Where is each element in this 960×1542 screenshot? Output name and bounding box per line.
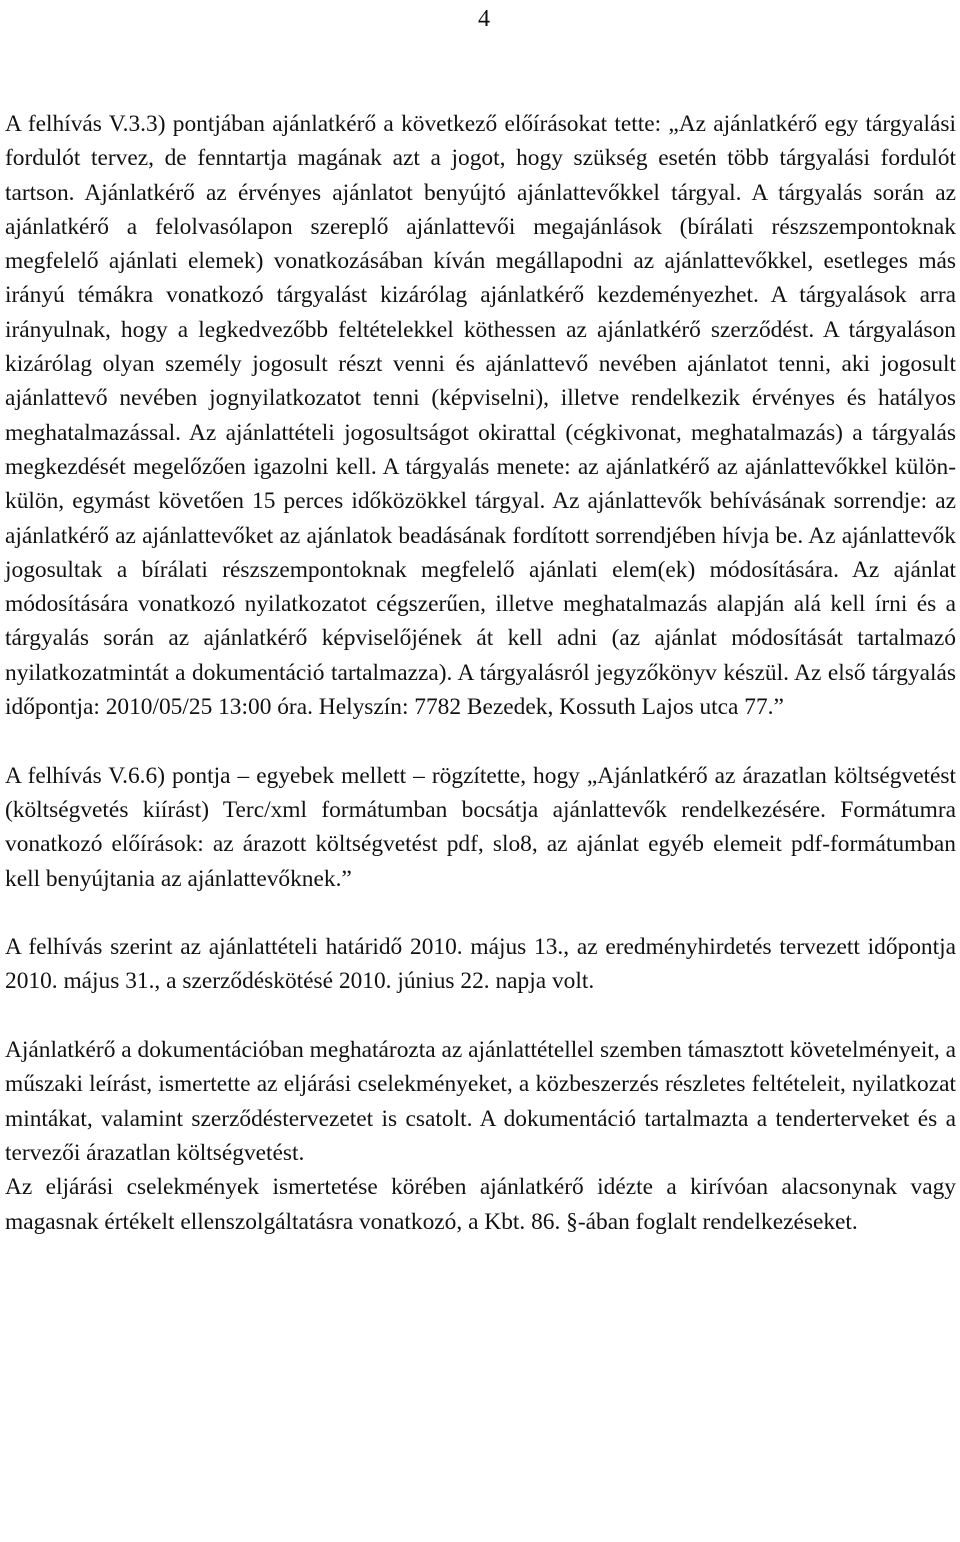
paragraph-spacer	[5, 999, 956, 1033]
paragraph-spacer	[5, 724, 956, 758]
paragraph-spacer	[5, 896, 956, 930]
page-number: 4	[478, 6, 490, 32]
paragraph-budget-format: A felhívás V.6.6) pontja – egyebek mellett – rögzítette, hogy „Ajánlatkérő az árazatlan költségvetést (költségvetés kiírást) Terc/xml formátumban bocsátja ajánlattevők rendelkezésére. Formátumra vonatkozó előírások: az árazott költségvetést pdf, slo8, az ajánlat egyéb elemeit pdf-formátumban kell benyújtania az ajánlattevőknek.”	[5, 762, 956, 892]
document-body	[5, 107, 956, 1239]
paragraph-documentation: Ajánlatkérő a dokumentációban meghatározta az ajánlattétellel szemben támasztott követelményeit, a műszaki leírást, ismertette az eljárási cselekményeket, a közbeszerzés részletes feltételeit, nyilatkozat mintákat, valamint szerződéstervezetet is csatolt. A dokumentáció tartalmazta a tenderterveket és a tervezői árazatlan költségvetést.	[5, 1037, 956, 1166]
paragraph-tender-negotiation: A felhívás V.3.3) pontjában ajánlatkérő a következő előírásokat tette: „Az ajánlatkérő egy tárgyalási fordulót tervez, de fenntartja magának azt a jogot, hogy szükség esetén több tárgyalási fordulót tartson. Ajánlatkérő az érvényes ajánlatot benyújtó ajánlattevőkkel tárgyal. A tárgyalás során az ajánlatkérő a felolvasólapon szereplő ajánlattevői megajánlások (bírálati részszempontoknak megfelelő ajánlati elemek) vonatkozásában kíván megállapodni az ajánlattevőkkel, esetleges más irányú témákra vonatkozó tárgyalást kizárólag ajánlatkérő kezdeményezhet. A tárgyalások arra irányulnak, hogy a legkedvezőbb feltételekkel köthessen az ajánlatkérő szerződést. A tárgyaláson kizárólag olyan személy jogosult részt venni és ajánlattevő nevében ajánlatot tenni, aki jogosult ajánlattevő nevében jognyilatkozatot tenni (képviselni), illetve rendelkezik érvényes és hatályos meghatalmazással. Az ajánlattételi jogosultságot okirattal (cégkivonat, meghatalmazás) a tárgyalás megkezdését megelőzően igazolni kell. A tárgyalás menete: az ajánlatkérő az ajánlattevőkkel külön-külön, egymást követően 15 perces időközökkel tárgyal. Az ajánlattevők behívásának sorrendje: az ajánlatkérő az ajánlattevőket az ajánlatok beadásának fordított sorrendjében hívja be. Az ajánlattevők jogosultak a bírálati részszempontoknak megfelelő ajánlati elem(ek) módosítására. Az ajánlat módosítására vonatkozó nyilatkozatot cégszerűen, illetve meghatalmazás alapján alá kell írni és a tárgyalás során az ajánlatkérő képviselőjének át kell adni (az ajánlat módosítását tartalmazó nyilatkozatmintát a dokumentáció tartalmazza). A tárgyalásról jegyzőkönyv készül. Az első tárgyalás időpontja: 2010/05/25 13:00 óra. Helyszín: 7782 Bezedek, Kossuth Lajos utca 77.”	[5, 111, 956, 721]
paragraph-deadlines: A felhívás szerint az ajánlattételi határidő 2010. május 13., az eredményhirdetés tervezett időpontja 2010. május 31., a szerződéskötésé 2010. június 22. napja volt.	[5, 934, 956, 995]
paragraph-procedure: Az eljárási cselekmények ismertetése körében ajánlatkérő idézte a kirívóan alacsonynak vagy magasnak értékelt ellenszolgáltatásra vonatkozó, a Kbt. 86. §-ában foglalt rendelkezéseket.	[5, 1174, 956, 1235]
